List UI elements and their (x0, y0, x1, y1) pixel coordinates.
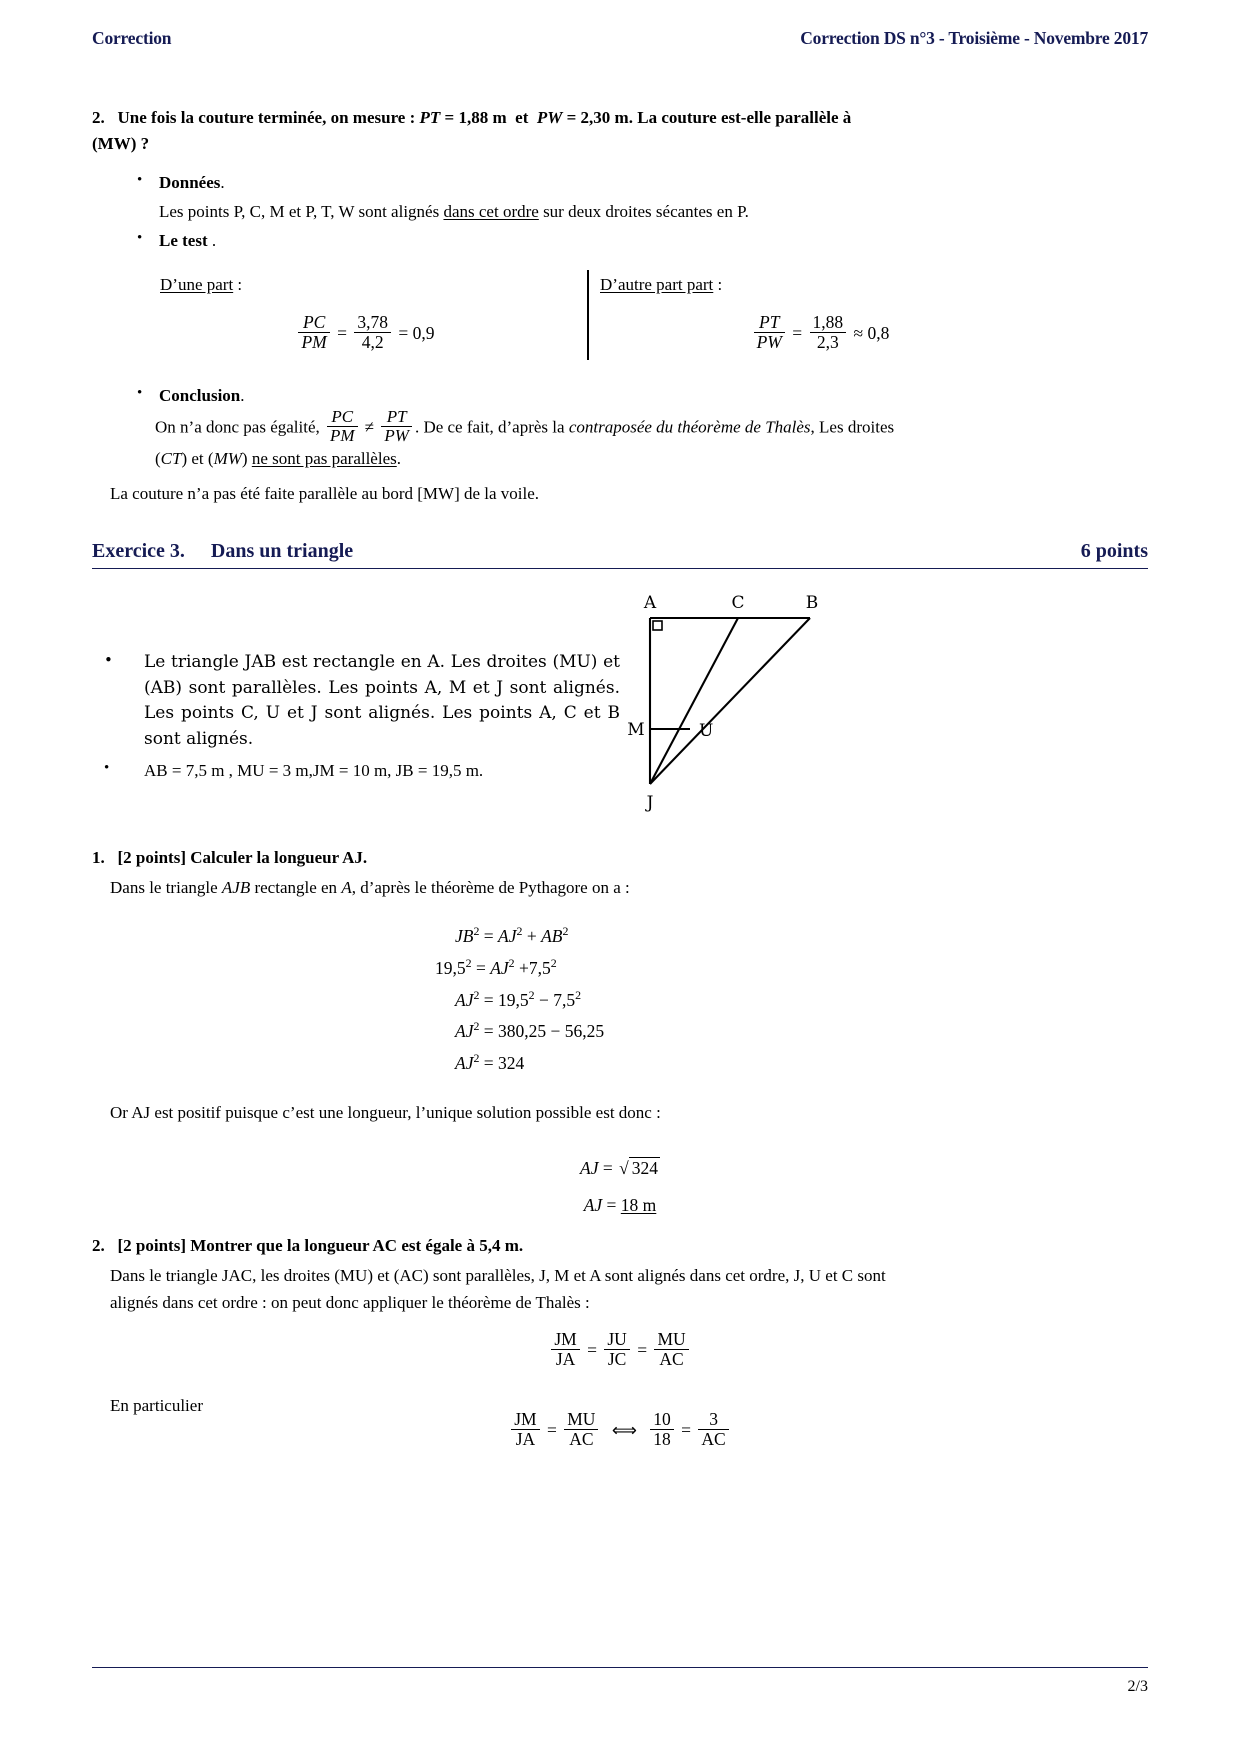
conclusion-body-line2 (155, 446, 1045, 472)
step3-lhs: AJ (455, 989, 474, 1010)
eq2-f1-num: JM (514, 1409, 537, 1429)
exercise-3-points: 6 points (1080, 540, 1148, 562)
q2-body-line1: Dans le triangle JAC, les droites (MU) et (AC) sont parallèles, J, M et A sont alignés dans cet ordre, J, U et C sont (110, 1266, 886, 1285)
test-left-title-text: D’une part (160, 275, 234, 294)
step2-rel: = (475, 957, 486, 978)
exercise3-q1-heading (92, 845, 1148, 871)
q1-intro-ajb: AJB (221, 878, 251, 897)
conclusion-body (155, 408, 1045, 446)
frac-188-numerator: 1,88 (812, 312, 844, 332)
question-2-number: 2. (92, 108, 105, 127)
eq2-frac-10-18 (650, 1410, 674, 1449)
conclusion-text-b: . De ce fait, d’après la (414, 417, 565, 437)
diagram-label-J: J (646, 793, 654, 813)
page-footer (92, 1667, 1148, 1696)
en-particulier-label: En particulier (110, 1396, 203, 1415)
eq1-f2-num: JU (607, 1329, 627, 1349)
q2-points-tag: [2 points] (117, 1236, 186, 1255)
conclusion-l2-end: . (396, 449, 401, 468)
q1-intro-a: Dans le triangle (110, 878, 218, 897)
question-2-et: et (515, 108, 529, 127)
q2-thales-equation (92, 1330, 1148, 1369)
segment-BJ (650, 618, 810, 784)
step4-lhs: AJ (455, 1021, 474, 1042)
donnees-label: Données (159, 173, 221, 192)
frac-pc-pm (298, 313, 329, 352)
frac-23-denominator: 2,3 (810, 332, 847, 352)
frac-188-23 (810, 313, 847, 352)
frac-378-42 (354, 313, 391, 352)
exercise3-q2-heading (92, 1233, 1148, 1259)
eq1-rel1: = (587, 1339, 597, 1360)
exercise-3-heading (92, 540, 1148, 569)
donnees-text-underline: dans cet ordre (443, 201, 539, 221)
eq2-f2-den: AC (564, 1429, 598, 1449)
test-right-approx: ≈ (853, 322, 864, 343)
step1-lhs-exp: 2 (473, 924, 480, 938)
step3-rhs-exp: 2 (528, 987, 535, 1002)
question-2-prompt (92, 105, 1148, 158)
frac-ju-jc (604, 1330, 629, 1369)
conclusion-frac-pt-pw (381, 408, 412, 446)
eq2-f4-num: 3 (709, 1409, 718, 1429)
conclusion-label: Conclusion (159, 386, 241, 405)
page-number: 2/3 (1127, 1678, 1148, 1695)
q1-intro-c: , d’après le théorème de Pythagore on a : (351, 878, 630, 897)
step2-rhs: AJ (490, 957, 509, 978)
test-left-equation (160, 313, 570, 352)
test-left-equals-1: = (337, 322, 348, 343)
step3-rel: = (483, 989, 494, 1010)
test-right-equals-1: = (792, 322, 803, 343)
page-header (92, 28, 1148, 49)
step3-lhs-exp: 2 (473, 987, 480, 1002)
step1-rhs2: AB (541, 925, 563, 946)
conclusion-period: . (240, 386, 245, 405)
q1-result-value-row (92, 1195, 1148, 1216)
test-right-result: 0,8 (867, 322, 890, 343)
q1-positive-sentence: Or AJ est positif puisque c’est une longueur, l’unique solution possible est donc : (110, 1103, 661, 1122)
result1-lhs: AJ (580, 1158, 599, 1178)
step2-lhs: 19,5 (435, 957, 466, 978)
step4-lhs-exp: 2 (473, 1019, 480, 1034)
q1-result-sqrt-row (92, 1157, 1148, 1179)
eq2-rel1: = (547, 1419, 557, 1440)
letest-bullet-group (133, 228, 1083, 254)
exercise-3-label: Exercice 3. (92, 540, 185, 562)
result2-lhs: AJ (583, 1195, 603, 1215)
conclusion-theorem-name: contraposée du théorème de Thalès (568, 417, 811, 437)
donnees-text-a: Les points P, C, M et P, T, W sont alignés (159, 201, 440, 221)
conclusion-l2-underline: ne sont pas parallèles (251, 449, 397, 468)
q1-intro-point-a: A (341, 878, 352, 897)
conclusion-frac1-denominator: PM (327, 426, 358, 445)
frac-pw-denominator: PW (754, 332, 785, 352)
bullet-donnees (133, 170, 1083, 224)
q1-final-results (92, 1148, 1148, 1225)
conclusion-l2-ct: CT (160, 449, 182, 468)
final-sentence: La couture n’a pas été faite parallèle au bord [MW] de la voile. (110, 484, 540, 503)
conclusion-text-a: On n’a donc pas égalité, (155, 417, 320, 437)
q1-number: 1. (92, 848, 105, 867)
triangle-diagram-svg (620, 586, 880, 821)
step5-rhs: 324 (498, 1053, 525, 1074)
statement-bullet-2 (100, 758, 660, 784)
eq2-frac-mu-ac (564, 1410, 598, 1449)
conclusion-frac-pc-pm (327, 408, 358, 446)
test-left-title (160, 272, 560, 298)
q2-body-line2: alignés dans cet ordre : on peut donc appliquer le théorème de Thalès : (110, 1293, 590, 1312)
frac-378-numerator: 3,78 (357, 312, 389, 332)
statement-bullet-1-text: Le triangle JAB est rectangle en A. Les droites (MU) et (AB) sont parallèles. Les points A, M et J sont alignés. Les points C, U et J sont alignés. Les points A, C et B sont alignés. (144, 652, 620, 749)
question-2-pt-value: = 1,88 m (444, 108, 507, 127)
diagram-label-M: M (627, 720, 645, 740)
step1-rel: = (483, 925, 494, 946)
result2-rel: = (606, 1195, 617, 1215)
q2-number: 2. (92, 1236, 105, 1255)
step2-rhs2-exp: 2 (550, 955, 557, 970)
donnees-text-b: sur deux droites sécantes en P. (543, 201, 749, 221)
frac-pt-pw (754, 313, 785, 352)
diagram-label-B: B (805, 593, 819, 613)
step3-op: − (539, 989, 549, 1010)
question-2-pw-label: PW (536, 108, 563, 127)
diagram-label-A: A (643, 593, 657, 613)
header-right-title: Correction DS n°3 - Troisième - Novembre 2017 (800, 28, 1148, 48)
eq1-f3-den: AC (654, 1349, 688, 1369)
statement-bullet-2-text: AB = 7,5 m , MU = 3 m,JM = 10 m, JB = 19,5 m. (144, 761, 484, 780)
test-column-divider (587, 270, 589, 360)
q1-points-tag: [2 points] (117, 848, 186, 867)
frac-42-denominator: 4,2 (354, 332, 391, 352)
result1-rel: = (602, 1158, 613, 1178)
frac-pt-numerator: PT (759, 312, 780, 332)
q1-intro (110, 875, 1040, 901)
conclusion-l2-a: ( (155, 449, 161, 468)
q2-title: Montrer que la longueur AC est égale à 5,4 m. (190, 1236, 524, 1255)
step5-lhs-exp: 2 (473, 1051, 480, 1066)
eq1-f1-den: JA (551, 1349, 579, 1369)
statement-bullet-1 (100, 650, 620, 752)
question-2-text-line2: (MW) ? (92, 134, 150, 154)
eq2-f3-num: 10 (653, 1409, 671, 1429)
step4-op: − (550, 1021, 561, 1042)
step4-rel: = (483, 1021, 494, 1042)
donnees-period: . (220, 173, 225, 192)
conclusion-bullet-group (133, 383, 1083, 409)
exercise-3-statement-list (100, 650, 620, 752)
conclusion-l2-b: ) et ( (181, 449, 214, 468)
test-right-equation (600, 313, 1040, 352)
conclusion-frac2-denominator: PW (381, 426, 412, 445)
step4-rhs: 380,25 (498, 1021, 547, 1042)
conclusion-text-c: , Les droites (810, 417, 895, 437)
step2-rhs2: 7,5 (528, 957, 551, 978)
donnees-bullet-group (133, 170, 1083, 224)
step3-rhs2: 7,5 (553, 989, 576, 1010)
step1-rhs2-exp: 2 (562, 924, 569, 938)
test-right-title-text: D’autre part part (600, 275, 714, 294)
sqrt-symbol: √ 324 (619, 1158, 658, 1178)
pythagoras-step-5 (455, 1051, 855, 1074)
eq2-frac-3-ac (698, 1410, 728, 1449)
triangle-diagram (620, 586, 880, 821)
right-angle-marker (653, 621, 662, 630)
test-right-title (600, 272, 1020, 298)
q1-intro-b: rectangle en (254, 878, 338, 897)
pythagoras-step-3 (455, 988, 855, 1011)
sqrt-radicand: 324 (629, 1157, 660, 1179)
step1-lhs: JB (455, 925, 474, 946)
diagram-label-U: U (699, 721, 714, 741)
letest-label: Le test (159, 231, 208, 250)
frac-jm-ja (551, 1330, 579, 1369)
question-2-pt-label: PT (419, 108, 441, 127)
frac-pc-denominator: PM (298, 332, 329, 352)
diagram-label-C: C (731, 593, 745, 613)
eq1-f2-den: JC (604, 1349, 629, 1369)
test-left-title-colon: : (237, 275, 243, 294)
pythagoras-step-4 (455, 1019, 855, 1042)
conclusion-not-equal-sign: ≠ (364, 417, 375, 437)
pythagoras-step-2 (435, 956, 855, 979)
eq2-rel2: = (681, 1419, 692, 1440)
step3-rhs: 19,5 (498, 989, 529, 1010)
exercise-3-title: Dans un triangle (210, 540, 354, 562)
step1-rhs-exp: 2 (516, 924, 523, 938)
eq1-f3-num: MU (657, 1329, 686, 1349)
test-left-result: 0,9 (412, 322, 435, 343)
step3-rhs2-exp: 2 (575, 987, 582, 1002)
test-left-equals-2: = (398, 322, 409, 343)
bullet-conclusion (133, 383, 1083, 409)
eq1-rel2: = (637, 1339, 648, 1360)
step5-rel: = (483, 1053, 494, 1074)
conclusion-l2-c: ) (241, 449, 248, 468)
q2-thales-equation-2 (92, 1410, 1148, 1449)
eq2-iff-symbol: ⟺ (611, 1419, 637, 1440)
question-2-pw-value: = 2,30 m. (566, 108, 633, 127)
question-2-text-a: Une fois la couture terminée, on mesure : (117, 108, 416, 127)
q1-title: Calculer la longueur AJ. (190, 848, 368, 867)
frac-mu-ac (654, 1330, 688, 1369)
step2-lhs-exp: 2 (465, 955, 472, 970)
eq1-f1-num: JM (554, 1329, 577, 1349)
letest-period: . (211, 231, 217, 250)
result2-value: 18 m (620, 1195, 657, 1215)
eq2-f2-num: MU (567, 1409, 596, 1429)
step1-rhs: AJ (498, 925, 517, 946)
exercise-3-measures-list (100, 758, 660, 784)
conclusion-frac1-numerator: PC (331, 407, 354, 426)
segment-CJ (650, 618, 738, 784)
eq2-f1-den: JA (511, 1429, 539, 1449)
eq2-f3-den: 18 (650, 1429, 674, 1449)
step1-op: + (526, 925, 537, 946)
step2-op: + (519, 957, 529, 978)
step4-rhs2: 56,25 (564, 1021, 605, 1042)
header-left-title: Correction (92, 28, 172, 48)
eq2-f4-den: AC (698, 1429, 728, 1449)
conclusion-frac2-numerator: PT (386, 407, 407, 426)
conclusion-l2-mw: MW (213, 449, 242, 468)
frac-pc-numerator: PC (302, 312, 326, 332)
pythagoras-step-1 (455, 924, 855, 947)
step2-rhs-exp: 2 (508, 955, 515, 970)
test-right-title-colon: : (717, 275, 723, 294)
eq2-frac-jm-ja (511, 1410, 539, 1449)
question-2-text-b: La couture est-elle parallèle à (637, 108, 852, 127)
bullet-le-test (133, 228, 1083, 254)
q1-pythagoras-steps (435, 915, 855, 1083)
step5-lhs: AJ (455, 1053, 474, 1074)
